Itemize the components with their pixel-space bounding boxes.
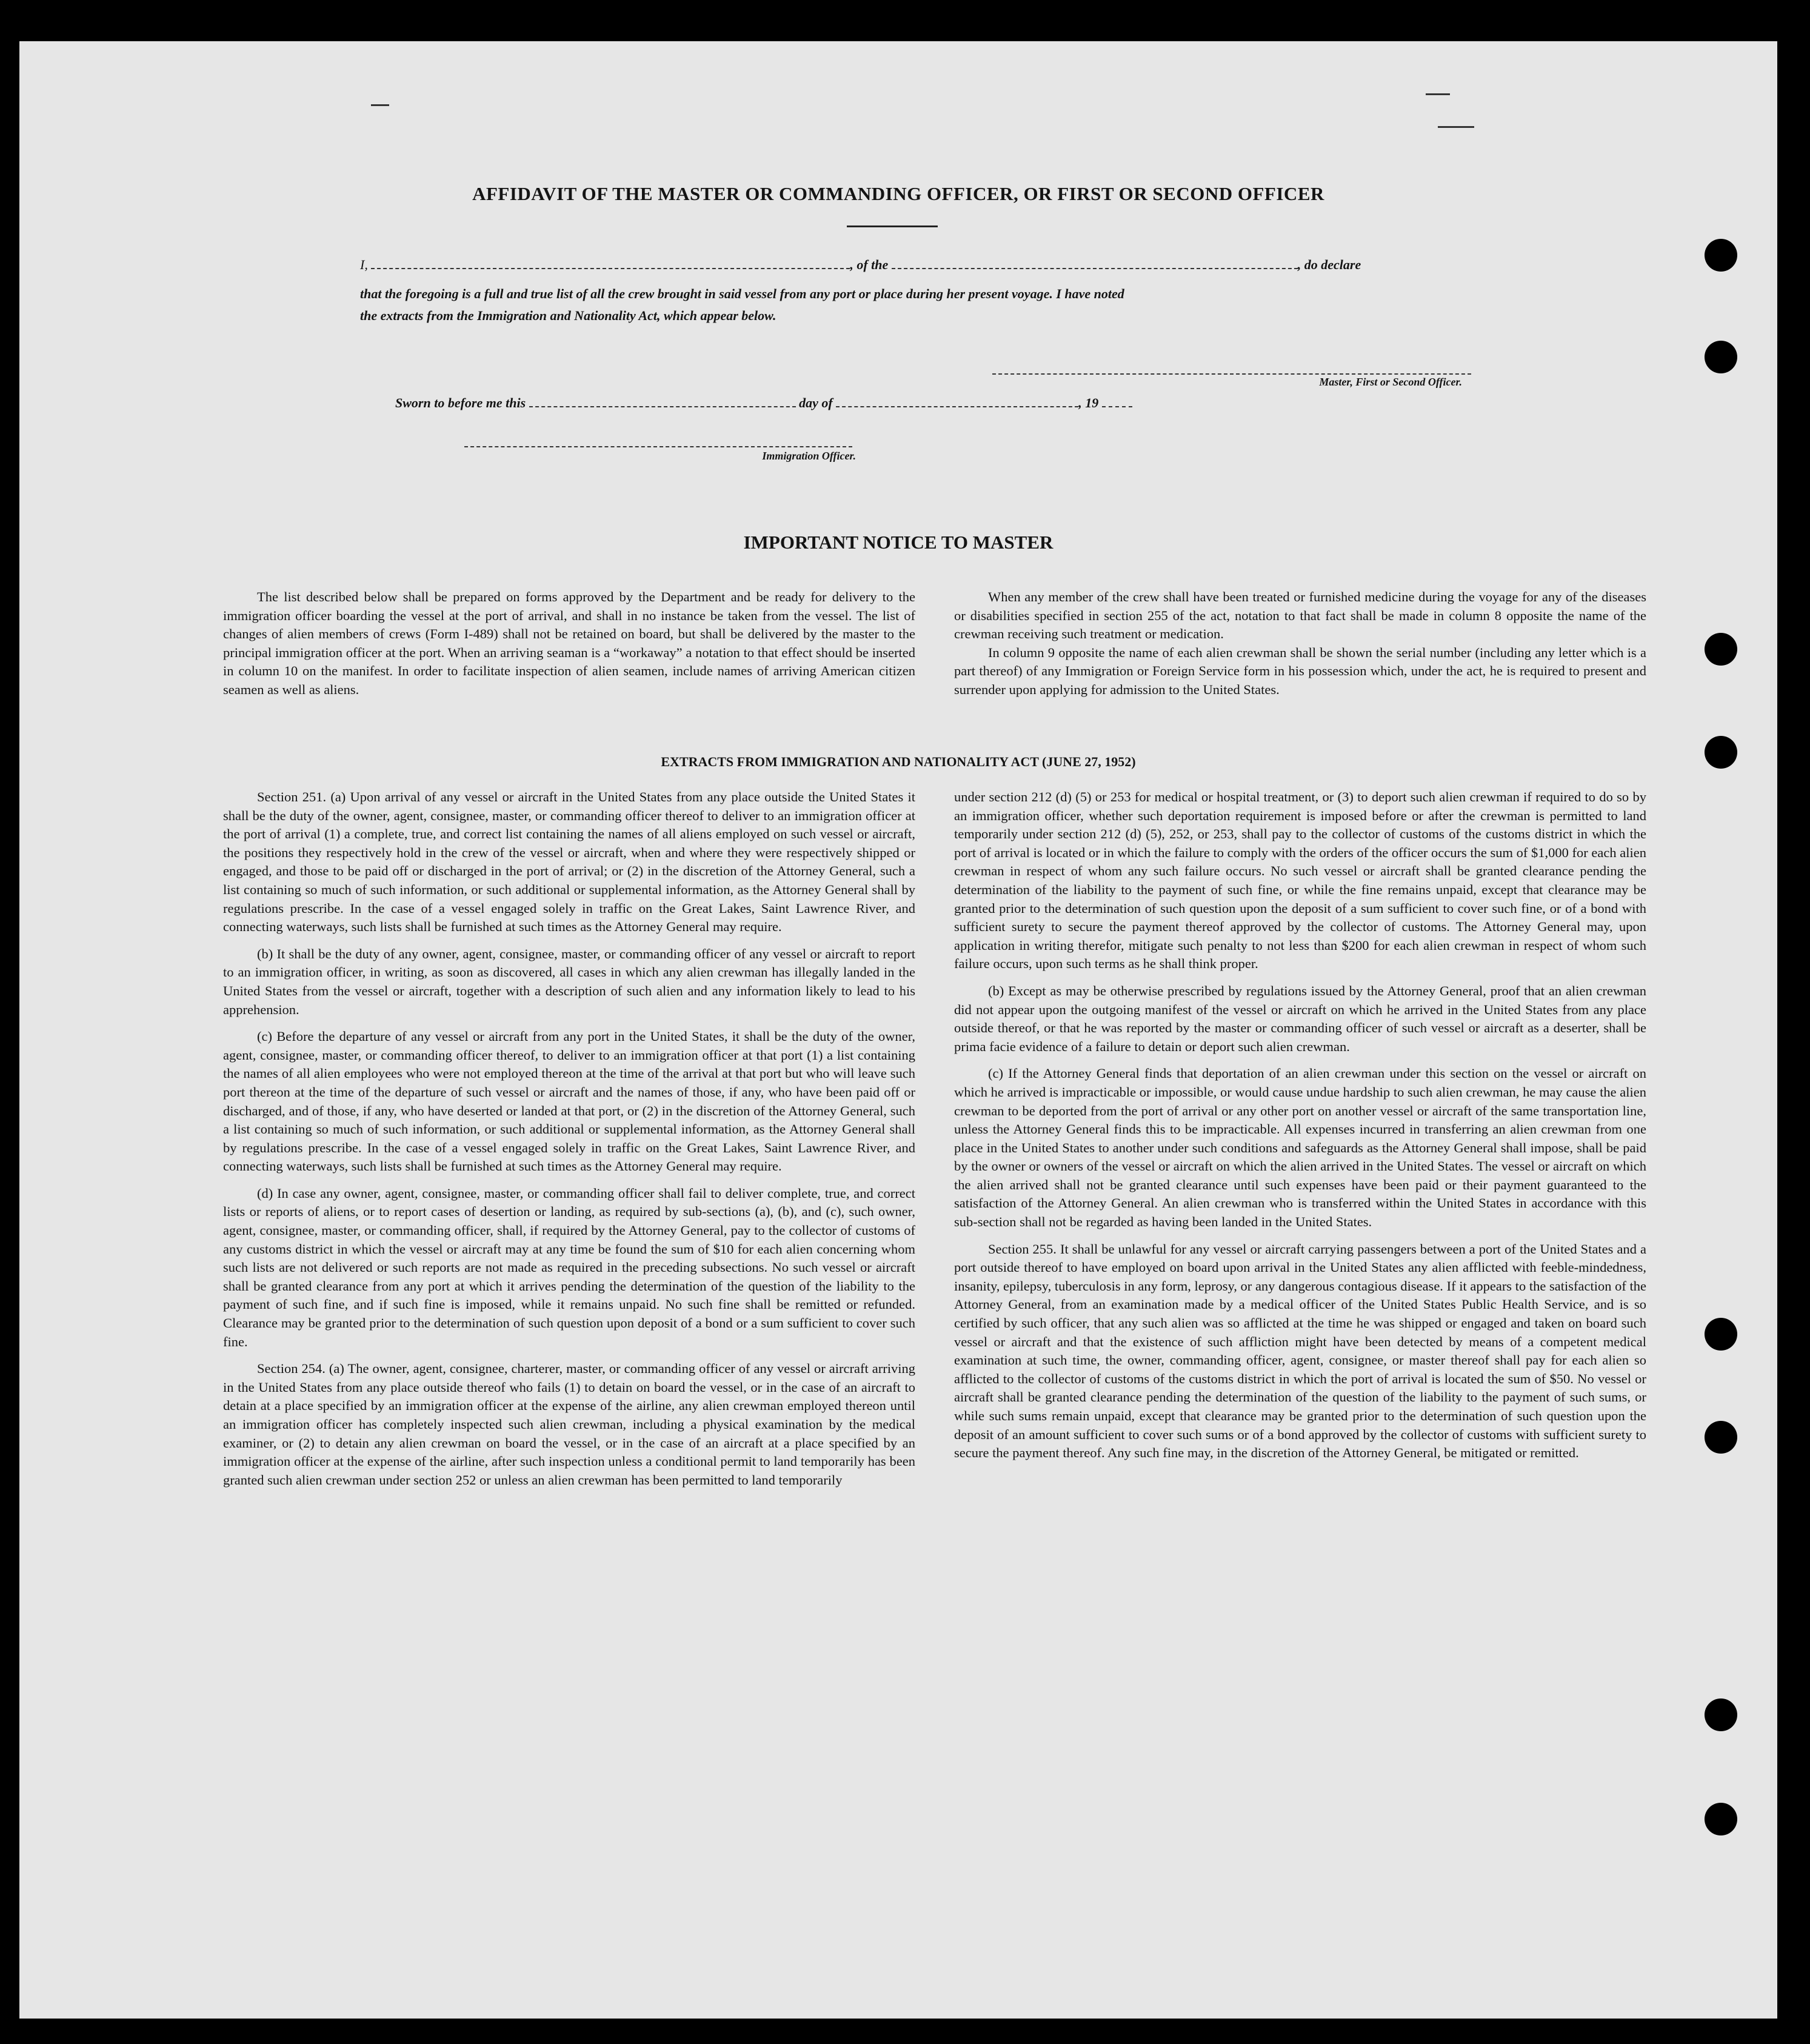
- print-speck: [1426, 93, 1450, 95]
- year-label: , 19: [1078, 395, 1099, 410]
- section-251d: (d) In case any owner, agent, consignee, master, or commanding officer shall fail to deliver complete, true, and correct lists or reports of aliens, or to report cases of desertion or landing, as required by sub-sections (a), (b), and (c), such owner, agent, consignee, master, or commanding officer, shall, if required by the Attorney General, pay to the collector of customs of any customs district in which the vessel or aircraft may at any time be found the sum of $10 for each alien concerning whom such lists are not delivered or such reports are not made as required in the preceding subsections. No such vessel or aircraft shall be granted clearance from any port at which it arrives pending the determination of the question of the liability to the payment of such fine, and if such fine is imposed, while it remains unpaid. No such fine shall be remitted or refunded. Clearance may be granted prior to the determination of such question upon deposit of a bond or a sum sufficient to cover such fine.: [223, 1185, 915, 1349]
- section-251a: Section 251. (a) Upon arrival of any vessel or aircraft in the United States from any place outside the United States it shall be the duty of the owner, agent, consignee, master, or commanding officer thereof to deliver to an immigration officer at the port of arrival (1) a complete, true, and correct list containing the names of all aliens employed on such vessel or aircraft, the positions they respectively hold in the crew of the vessel or aircraft, when and where they were respectively shipped or engaged, and those to be paid off or discharged in the port of arrival; or (2) in the discretion of the Attorney General, such a list containing so much of such information, or such additional or supplemental information, as the Attorney General shall by regulations prescribe. In the case of a vessel engaged solely in traffic on the Great Lakes, Saint Lawrence River, and connecting waterways, such lists shall be furnished at such times as the Attorney General may require.: [223, 789, 915, 935]
- sworn-label: Sworn to before me this: [395, 395, 526, 410]
- title-rule: [847, 225, 938, 227]
- notice-left-column: [223, 588, 915, 708]
- binder-hole: [1705, 736, 1737, 769]
- section-254c: (c) If the Attorney General finds that deportation of an alien crewman under this section on the vessel or aircraft on which he arrived is impracticable or impossible, or would cause undue hardship to such alien crewman, he may cause the alien crewman to be deported from the port of arrival or any other port on another vessel or aircraft of the same transportation line, unless the Attorney General finds this to be impracticable. All expenses incurred in transferring an alien crewman from one place in the United States to another under such conditions and safeguards as the Attorney General shall impose, shall be paid by the owner or owners of the vessel or aircraft on which the alien arrived in the United States. The vessel or aircraft on which the alien arrived shall not be granted clearance until such expenses have been paid or their payment guaranteed to the satisfaction of the Attorney General. An alien crewman who is transferred within the United States in accordance with this sub-section shall not be regarded as having been landed in the United States.: [954, 1066, 1646, 1230]
- binder-hole: [1705, 1318, 1737, 1351]
- binder-hole: [1705, 633, 1737, 666]
- day-blank: [529, 402, 796, 407]
- notice-right-text-2: In column 9 opposite the name of each alien crewman shall be shown the serial number (including any letter which is a part thereof) of any Immigration or Foreign Service form in his possession which, under the act, he is required to present and surrender upon applying for admission to the United States.: [954, 644, 1646, 697]
- name-blank: [371, 264, 850, 269]
- notice-right-text-1: When any member of the crew shall have been treated or furnished medicine during the voyage for any of the diseases or disabilities specified in section 255 of the act, notation to that fact shall be made in column 8 opposite the name of the crewman receiving such treatment or medication.: [954, 589, 1646, 642]
- master-signature-line: [992, 373, 1471, 375]
- extracts-right-column: [954, 788, 1646, 1471]
- vessel-blank: [892, 264, 1298, 269]
- month-blank: [836, 402, 1078, 407]
- master-label: Master, First or Second Officer.: [1319, 376, 1462, 388]
- declaration-line-2: that the foregoing is a full and true list of all the crew brought in said vessel from any port or place during her present voyage. I have noted: [360, 286, 1124, 301]
- section-251b: (b) It shall be the duty of any owner, agent, consignee, master, or commanding officer of any vessel or aircraft to report to an immigration officer, in writing, as soon as discovered, all cases in which any alien crewman has illegally landed in the United States from the vessel or aircraft, together with a description of such alien and any information likely to lead to his apprehension.: [223, 946, 915, 1017]
- officer-signature-line: [464, 446, 852, 447]
- affidavit-title: AFFIDAVIT OF THE MASTER OR COMMANDING OFFICER, OR FIRST OR SECOND OFFICER: [472, 183, 1324, 204]
- declaration-line-3: the extracts from the Immigration and Nationality Act, which appear below.: [360, 308, 776, 323]
- binder-hole: [1705, 1421, 1737, 1454]
- binder-hole: [1705, 239, 1737, 272]
- i-label: I,: [360, 257, 368, 272]
- notice-right-column: [954, 588, 1646, 708]
- binder-hole: [1705, 1698, 1737, 1731]
- section-255: Section 255. It shall be unlawful for any vessel or aircraft carrying passengers between a port of the United States and a port outside thereof to have employed on board upon arrival in the United States any alien afflicted with feeble-mindedness, insanity, epilepsy, tuberculosis in any form, leprosy, or any dangerous contagious disease. If it appears to the satisfaction of the Attorney General, from an examination made by a medical officer of the United States Public Health Service, and is so certified by such officer, that any such alien was so afflicted at the time he was shipped or engaged and taken on board such vessel or aircraft and that the existence of such affliction might have been detected by means of a competent medical examination at such time, the owner, commanding officer, agent, consignee, or master thereof shall pay for each alien so afflicted to the collector of customs of the customs district in which the port of arrival is located the sum of $50. No vessel or aircraft shall be granted clearance pending the determination of the question of the liability to the payment of such sums, or while such sums remain unpaid, except that clearance may be granted prior to the determination of such question upon the deposit of an amount sufficient to cover such sums or of a bond approved by the collector of customs with sufficient surety to secure the payment thereof. Any such fine may, in the discretion of the Attorney General, be mitigated or remitted.: [954, 1241, 1646, 1461]
- print-speck: [371, 104, 389, 106]
- do-declare-label: , do declare: [1297, 257, 1361, 272]
- binder-hole: [1705, 341, 1737, 373]
- officer-label: Immigration Officer.: [762, 450, 856, 462]
- section-254a: Section 254. (a) The owner, agent, consignee, charterer, master, or commanding officer of any vessel or aircraft arriving in the United States from any place outside thereof who fails (1) to detain on board the vessel, or in the case of an aircraft to detain at a place specified by an immigration officer at the expense of the airline, any alien crewman employed thereon until an immigration officer has completely inspected such alien crewman, including a physical examination by the medical examiner, or (2) to detain any alien crewman on board the vessel, or in the case of an aircraft at a place specified by an immigration officer at the expense of the airline, after such inspection unless a conditional permit to land temporarily has been granted such alien crewman under section 252 or unless an alien crewman has been permitted to land temporarily: [223, 1361, 915, 1488]
- extracts-title: EXTRACTS FROM IMMIGRATION AND NATIONALITY ACT (JUNE 27, 1952): [661, 754, 1136, 769]
- section-254b: (b) Except as may be otherwise prescribed by regulations issued by the Attorney General, proof that an alien crewman did not appear upon the outgoing manifest of the vessel or aircraft on which he arrived in the United States from any place outside thereof, or that he was reported by the master or commanding officer of such vessel or aircraft as a deserter, shall be prima facie evidence of a failure to detain or deport such alien crewman.: [954, 983, 1646, 1054]
- year-blank: [1102, 402, 1132, 407]
- notice-left-text: The list described below shall be prepared on forms approved by the Department and be ready for delivery to the immigration officer boarding the vessel at the port of arrival, and shall in no instance be taken from the vessel. The list of changes of alien members of crews (Form I-489) shall not be retained on board, but shall be delivered by the master to the principal immigration officer at the port. When an arriving seaman is a “workaway” a notation to that effect should be inserted in column 10 on the manifest. In order to facilitate inspection of alien seamen, include names of arriving American citizen seamen as well as aliens.: [223, 589, 915, 697]
- binder-hole: [1705, 1803, 1737, 1835]
- extracts-left-column: [223, 788, 915, 1498]
- print-speck: [1438, 126, 1474, 128]
- of-the-label: , of the: [850, 257, 889, 272]
- section-254a-cont: under section 212 (d) (5) or 253 for medical or hospital treatment, or (3) to deport such alien crewman if required to do so by an immigration officer, whether such deportation requirement is imposed before or after the crewman is permitted to land temporarily under section 212 (d) (5), 252, or 253, shall pay to the collector of customs of the customs district in which the port of arrival is located or in which the failure to comply with the orders of the officer occurs the sum of $1,000 for each alien crewman in respect of whom any such failure occurs. No such vessel or aircraft shall be granted clearance pending the determination of the liability to the payment of such fine, or while the fine remains unpaid, except that clearance may be granted prior to the determination of such question upon the deposit of a sum sufficient to cover such fine, or of a bond with sufficient surety to secure the payment thereof approved by the collector of customs. The Attorney General may, upon application in writing therefor, mitigate such penalty to not less than $200 for each alien crewman in respect of whom such failure occurs, upon such terms as he shall think proper.: [954, 789, 1646, 972]
- declaration-line-1: [360, 257, 1500, 273]
- sworn-line: [395, 395, 1244, 411]
- day-of-label: day of: [799, 395, 833, 410]
- section-251c: (c) Before the departure of any vessel or aircraft from any port in the United States, it shall be the duty of the owner, agent, consignee, master, or commanding officer thereof, to deliver to an immigration officer at that port (1) a list containing the names of all alien employees who were not employed thereon at the time of the arrival at that port but who will leave such port thereon at the time of the departure of such vessel or aircraft and the names of those, if any, who have been paid off or discharged, and of those, if any, who have deserted or landed at that port, or (2) in the discretion of the Attorney General, such a list containing so much of such information, or such additional or supplemental information, as the Attorney General shall by regulations prescribe. In the case of a vessel engaged solely in traffic on the Great Lakes, Saint Lawrence River, and connecting waterways, such lists shall be furnished at such times as the Attorney General may require.: [223, 1029, 915, 1174]
- document-page: [19, 41, 1777, 2019]
- notice-title: IMPORTANT NOTICE TO MASTER: [743, 532, 1054, 553]
